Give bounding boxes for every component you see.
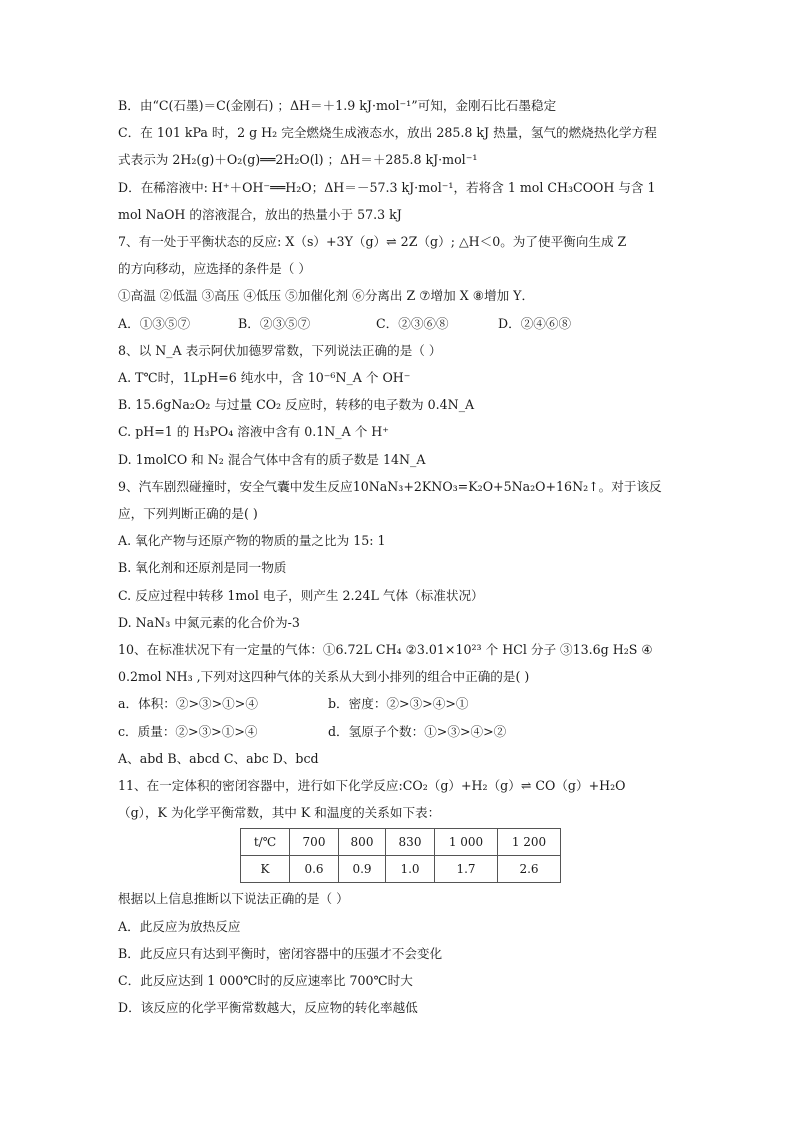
- table-cell: 1 000: [435, 829, 498, 856]
- q11-question: 根据以上信息推断以下说法正确的是（ ）: [118, 891, 349, 907]
- question-content: [118, 92, 678, 1022]
- table-cell: 0.6: [290, 856, 339, 883]
- table-cell: 700: [290, 829, 339, 856]
- q10-stem: 10、在标准状况下有一定量的气体：①6.72L CH₄ ②3.01×10²³ 个 HCl 分子 ③13.6g H₂S ④: [118, 642, 653, 658]
- q10-item-d: d．氢原子个数：①>③>④>②: [328, 723, 507, 739]
- q8-option-c: C. pH=1 的 H₃PO₄ 溶液中含有 0.1N_A 个 H⁺: [118, 424, 389, 440]
- q6-option-c: C．在 101 kPa 时，2 g H₂ 完全燃烧生成液态水，放出 285.8 kJ 热量，氢气的燃烧热化学方程: [118, 125, 657, 141]
- q7-conditions: ①高温 ②低温 ③高压 ④低压 ⑤加催化剂 ⑥分离出 Z ⑦增加 X ⑧增加 Y．: [118, 288, 535, 304]
- q7-stem-cont: 的方向移动，应选择的条件是（ ）: [118, 261, 311, 277]
- q6-option-d: D．在稀溶液中: H⁺＋OH⁻══H₂O；ΔH＝－57.3 kJ·mol⁻¹，若将含 1 mol CH₃COOH 与含 1: [118, 179, 656, 195]
- q10-item-c: c．质量：②>③>①>④: [118, 723, 258, 739]
- q9-option-b: B. 氧化剂和还原剂是同一物质: [118, 560, 287, 576]
- table-cell: 800: [339, 829, 386, 856]
- q9-stem: 9、汽车剧烈碰撞时，安全气囊中发生反应10NaN₃+2KNO₃=K₂O+5Na₂O+16N₂↑。对于该反: [118, 478, 662, 494]
- table-cell: 2.6: [498, 856, 561, 883]
- table-cell: 1.7: [435, 856, 498, 883]
- q7-option-a: A．①③⑤⑦: [118, 315, 191, 331]
- q10-item-a: a．体积：②>③>①>④: [118, 696, 258, 712]
- q10-items-ab: [118, 690, 678, 717]
- q7-option-d: D．②④⑥⑧: [498, 315, 572, 331]
- table-cell: t/℃: [241, 829, 290, 856]
- q6-option-d-cont: mol NaOH 的溶液混合，放出的热量小于 57.3 kJ: [118, 206, 402, 222]
- q10-items-cd: [118, 718, 678, 745]
- q9-stem-cont: 应，下列判断正确的是( ): [118, 506, 258, 522]
- table-cell: 1 200: [498, 829, 561, 856]
- q6-option-c-cont: 式表示为 2H₂(g)＋O₂(g)══2H₂O(l) ；ΔH＝＋285.8 kJ·mol⁻¹: [118, 152, 478, 168]
- table-cell: 1.0: [386, 856, 435, 883]
- q8-option-d: D. 1molCO 和 N₂ 混合气体中含有的质子数是 14N_A: [118, 451, 426, 467]
- table-row-k: [241, 856, 561, 883]
- q10-stem-cont: 0.2mol NH₃ ,下列对这四种气体的关系从大到小排列的组合中正确的是( ): [118, 669, 530, 685]
- q7-options: [118, 310, 678, 337]
- q9-option-a: A. 氧化产物与还原产物的物质的量之比为 15: 1: [118, 533, 386, 549]
- q6-option-b: B．由“C(石墨)＝C(金刚石) ；ΔH＝＋1.9 kJ·mol⁻¹”可知，金刚石比石墨稳定: [118, 98, 557, 113]
- q11-option-a: A．此反应为放热反应: [118, 918, 241, 934]
- q8-option-b: B. 15.6gNa₂O₂ 与过量 CO₂ 反应时，转移的电子数为 0.4N_A: [118, 397, 475, 413]
- table-cell: 0.9: [339, 856, 386, 883]
- q7-option-b: B．②③⑤⑦: [238, 315, 311, 331]
- q10-item-b: b．密度：②>③>④>①: [328, 696, 469, 712]
- q11-stem: 11、在一定体积的密闭容器中，进行如下化学反应:CO₂（g）+H₂（g）⇌ CO（g）+H₂O: [118, 778, 626, 794]
- table-cell: 830: [386, 829, 435, 856]
- q9-option-d: D. NaN₃ 中氮元素的化合价为-3: [118, 614, 300, 630]
- q11-option-d: D．该反应的化学平衡常数越大，反应物的转化率越低: [118, 1000, 418, 1016]
- q11-stem-cont: （g），K 为化学平衡常数，其中 K 和温度的关系如下表：: [118, 805, 441, 821]
- q7-option-c: C．②③⑥⑧: [376, 315, 449, 331]
- q11-option-b: B．此反应只有达到平衡时，密闭容器中的压强才不会变化: [118, 945, 443, 961]
- table-row-header: [241, 829, 561, 856]
- q9-option-c: C. 反应过程中转移 1mol 电子，则产生 2.24L 气体（标准状况）: [118, 587, 484, 603]
- table-cell: K: [241, 856, 290, 883]
- q8-stem: 8、以 N_A 表示阿伏加德罗常数，下列说法正确的是（ ）: [118, 342, 442, 358]
- q11-option-c: C．此反应达到 1 000℃时的反应速率比 700℃时大: [118, 973, 413, 989]
- q10-options: A、abd B、abcd C、abc D、bcd: [118, 750, 319, 766]
- q7-stem: 7、有一处于平衡状态的反应: X（s）+3Y（g）⇌ 2Z（g）; △H＜0。为了使平衡向生成 Z: [118, 234, 627, 250]
- q8-option-a: A. T℃时，1LpH=6 纯水中，含 10⁻⁶N_A 个 OH⁻: [118, 370, 411, 386]
- k-temperature-table: [240, 828, 561, 883]
